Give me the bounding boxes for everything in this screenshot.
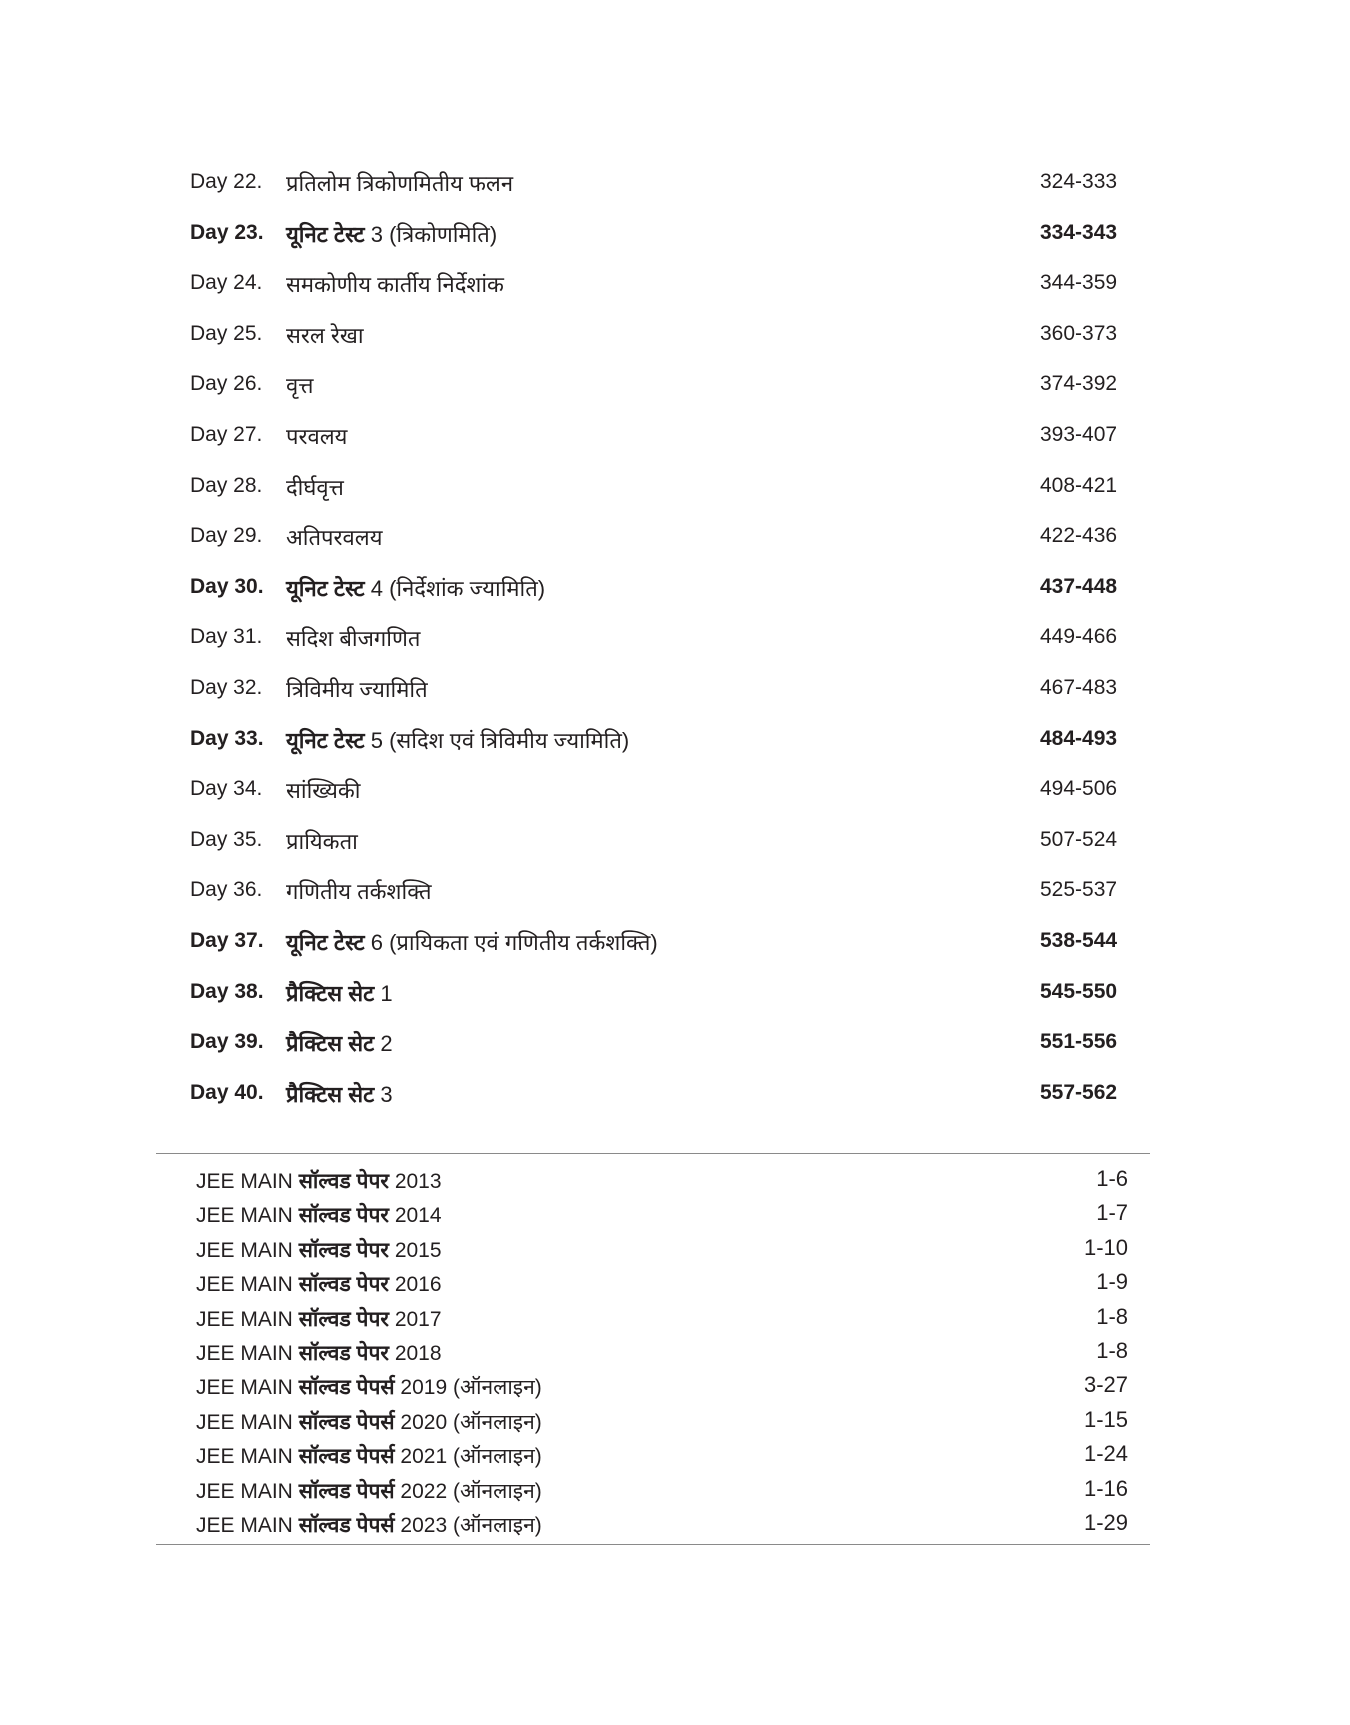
day-title <box>286 725 629 755</box>
day-title-main: समकोणीय कार्तीय निर्देशांक <box>286 272 504 298</box>
day-title-main: प्रैक्टिस सेट <box>286 1081 375 1107</box>
day-title-main: प्रैक्टिस सेट <box>286 980 375 1006</box>
section-divider-top <box>156 1153 1150 1154</box>
day-row <box>190 413 1120 464</box>
day-label: Day 22. <box>190 170 263 193</box>
day-pages: 324-333 <box>1040 170 1118 193</box>
day-row <box>190 1071 1120 1122</box>
day-pages: 545-550 <box>1040 979 1118 1003</box>
day-title <box>286 674 428 704</box>
paper-type: सॉल्वड पेपर <box>298 1307 389 1331</box>
day-title-rest: 5 (सदिश एवं त्रिविमीय ज्यामिति) <box>364 727 630 753</box>
day-label: Day 29. <box>190 524 263 548</box>
day-row <box>190 514 1120 565</box>
day-label: Day 35. <box>190 827 263 851</box>
day-row <box>190 211 1120 262</box>
day-pages: 393-407 <box>1040 422 1118 446</box>
day-label: Day 26. <box>190 372 263 396</box>
day-row <box>190 666 1120 717</box>
paper-year: 2017 <box>388 1307 442 1331</box>
paper-row <box>196 1369 1128 1403</box>
paper-row <box>196 1232 1128 1266</box>
day-label: Day 36. <box>190 878 263 902</box>
day-label: Day 33. <box>190 726 264 750</box>
day-row <box>190 717 1120 768</box>
day-label: Day 31. <box>190 625 263 649</box>
paper-type: सॉल्वड पेपर्स <box>298 1479 395 1503</box>
paper-label <box>196 1339 442 1367</box>
day-title <box>286 978 393 1008</box>
paper-label <box>196 1167 442 1195</box>
paper-pages: 1-24 <box>1083 1441 1128 1467</box>
day-pages: 538-544 <box>1040 928 1118 952</box>
paper-row <box>196 1507 1128 1541</box>
day-row <box>190 362 1120 413</box>
solved-papers-list <box>196 1163 1128 1541</box>
day-pages: 557-562 <box>1040 1080 1118 1104</box>
paper-exam: JEE MAIN <box>196 1513 299 1537</box>
paper-type: सॉल्वड पेपर्स <box>298 1376 395 1400</box>
day-pages: 484-493 <box>1040 726 1118 750</box>
day-title <box>286 623 420 653</box>
day-pages: 334-343 <box>1040 220 1118 244</box>
paper-type: सॉल्वड पेपर <box>298 1273 389 1297</box>
day-title-rest: 6 (प्रायिकता एवं गणितीय तर्कशक्ति) <box>364 929 658 955</box>
paper-label <box>196 1305 442 1333</box>
day-title-main: सरल रेखा <box>286 322 364 348</box>
paper-type: सॉल्वड पेपर्स <box>298 1445 395 1469</box>
day-label: Day 24. <box>190 271 263 295</box>
paper-pages: 1-16 <box>1083 1475 1128 1501</box>
paper-exam: JEE MAIN <box>196 1273 299 1297</box>
day-pages: 525-537 <box>1040 878 1118 902</box>
day-row <box>190 919 1120 970</box>
day-pages: 344-359 <box>1040 271 1118 295</box>
paper-year: 2016 <box>388 1273 442 1297</box>
paper-label <box>196 1373 542 1401</box>
paper-exam: JEE MAIN <box>196 1238 299 1262</box>
day-title-main: यूनिट टेस्ट <box>286 221 365 247</box>
day-pages: 494-506 <box>1040 777 1118 801</box>
day-contents-list <box>190 160 1120 1121</box>
day-label: Day 38. <box>190 979 264 1003</box>
day-title <box>286 522 382 552</box>
day-title <box>286 826 358 856</box>
paper-pages: 1-9 <box>1096 1269 1128 1295</box>
day-pages: 422-436 <box>1040 524 1118 548</box>
day-row <box>190 1020 1120 1071</box>
day-pages: 437-448 <box>1040 574 1118 598</box>
day-label: Day 25. <box>190 321 263 345</box>
paper-exam: JEE MAIN <box>196 1410 299 1434</box>
day-row <box>190 767 1120 818</box>
paper-label <box>196 1511 542 1539</box>
day-title-main: सदिश बीजगणित <box>286 626 421 652</box>
day-pages: 449-466 <box>1040 625 1118 649</box>
day-row <box>190 261 1120 312</box>
day-row <box>190 312 1120 363</box>
paper-exam: JEE MAIN <box>196 1170 299 1193</box>
day-pages: 507-524 <box>1040 827 1118 851</box>
paper-row <box>196 1473 1128 1507</box>
day-title-main: परवलय <box>286 423 348 449</box>
paper-row <box>196 1301 1128 1335</box>
day-title <box>286 472 344 502</box>
day-title <box>286 421 347 451</box>
paper-pages: 1-7 <box>1096 1200 1128 1226</box>
day-title-rest: 1 <box>374 980 393 1006</box>
paper-year: 2013 <box>388 1170 442 1193</box>
day-title-main: वृत्त <box>286 373 314 399</box>
paper-pages: 1-10 <box>1083 1234 1128 1260</box>
paper-year: 2018 <box>388 1341 442 1365</box>
day-title-rest: 3 (त्रिकोणमिति) <box>364 221 498 247</box>
day-row <box>190 615 1120 666</box>
day-title-main: गणितीय तर्कशक्ति <box>286 879 432 905</box>
paper-exam: JEE MAIN <box>196 1479 299 1503</box>
day-row <box>190 160 1120 211</box>
paper-pages: 1-15 <box>1083 1406 1128 1432</box>
day-title-rest: 2 <box>374 1031 393 1057</box>
day-row <box>190 818 1120 869</box>
day-pages: 360-373 <box>1040 321 1118 345</box>
day-title <box>286 927 658 957</box>
paper-row <box>196 1404 1128 1438</box>
paper-type: सॉल्वड पेपर <box>298 1204 389 1228</box>
paper-pages: 1-6 <box>1096 1166 1128 1191</box>
paper-type: सॉल्वड पेपर <box>298 1341 389 1365</box>
day-title-main: यूनिट टेस्ट <box>286 727 365 753</box>
paper-label <box>196 1477 542 1505</box>
day-row <box>190 868 1120 919</box>
paper-label <box>196 1408 542 1436</box>
paper-type: सॉल्वड पेपर <box>298 1238 389 1262</box>
day-row <box>190 565 1120 616</box>
day-label: Day 34. <box>190 777 263 801</box>
day-label: Day 28. <box>190 473 263 497</box>
paper-pages: 3-27 <box>1083 1372 1128 1398</box>
section-divider-bottom <box>156 1544 1150 1545</box>
day-title <box>286 370 313 400</box>
day-pages: 551-556 <box>1040 1030 1118 1054</box>
paper-year: 2015 <box>388 1238 442 1262</box>
day-title <box>286 775 361 805</box>
day-title-main: यूनिट टेस्ट <box>286 575 365 601</box>
paper-year: 2020 (ऑनलाइन) <box>394 1410 542 1434</box>
paper-pages: 1-8 <box>1096 1303 1128 1329</box>
paper-row <box>196 1438 1128 1472</box>
paper-year: 2022 (ऑनलाइन) <box>394 1479 542 1503</box>
paper-year: 2019 (ऑनलाइन) <box>394 1376 542 1400</box>
day-label: Day 23. <box>190 220 264 244</box>
day-title-main: अतिपरवलय <box>286 525 383 551</box>
paper-exam: JEE MAIN <box>196 1341 299 1365</box>
day-label: Day 37. <box>190 928 264 952</box>
paper-label <box>196 1236 442 1264</box>
paper-exam: JEE MAIN <box>196 1376 299 1400</box>
paper-label <box>196 1201 442 1229</box>
paper-exam: JEE MAIN <box>196 1307 299 1331</box>
paper-exam: JEE MAIN <box>196 1445 299 1469</box>
day-title <box>286 320 364 350</box>
day-title-main: दीर्घवृत्त <box>286 474 344 500</box>
paper-pages: 1-29 <box>1083 1509 1128 1535</box>
paper-type: सॉल्वड पेपर <box>298 1170 389 1193</box>
day-title-main: यूनिट टेस्ट <box>286 929 365 955</box>
day-row <box>190 970 1120 1021</box>
paper-label <box>196 1442 542 1470</box>
day-title-main: प्रतिलोम त्रिकोणमितीय फलन <box>286 171 514 196</box>
day-title <box>286 269 504 299</box>
day-title <box>286 219 497 249</box>
paper-year: 2014 <box>388 1204 442 1228</box>
day-title-main: त्रिविमीय ज्यामिति <box>286 676 428 702</box>
paper-row <box>196 1197 1128 1231</box>
day-title-rest: 3 <box>374 1081 393 1107</box>
day-title <box>286 168 513 198</box>
day-label: Day 32. <box>190 675 263 699</box>
day-title <box>286 1079 393 1109</box>
day-pages: 408-421 <box>1040 473 1118 497</box>
paper-row <box>196 1266 1128 1300</box>
day-title-rest: 4 (निर्देशांक ज्यामिति) <box>364 575 546 601</box>
paper-row <box>196 1335 1128 1369</box>
paper-type: सॉल्वड पेपर्स <box>298 1513 395 1537</box>
day-pages: 374-392 <box>1040 372 1118 396</box>
day-title <box>286 573 545 603</box>
paper-type: सॉल्वड पेपर्स <box>298 1410 395 1434</box>
day-label: Day 27. <box>190 422 263 446</box>
day-title-main: प्रैक्टिस सेट <box>286 1031 375 1057</box>
paper-row <box>196 1163 1128 1197</box>
day-title <box>286 876 432 906</box>
day-label: Day 39. <box>190 1030 264 1054</box>
paper-year: 2021 (ऑनलाइन) <box>394 1445 542 1469</box>
day-row <box>190 464 1120 515</box>
paper-pages: 1-8 <box>1096 1337 1128 1363</box>
day-title <box>286 1028 393 1058</box>
day-title-main: सांख्यिकी <box>286 778 361 804</box>
paper-label <box>196 1270 442 1298</box>
paper-year: 2023 (ऑनलाइन) <box>394 1513 542 1537</box>
day-label: Day 40. <box>190 1080 264 1104</box>
day-pages: 467-483 <box>1040 675 1118 699</box>
paper-exam: JEE MAIN <box>196 1204 299 1228</box>
day-label: Day 30. <box>190 574 264 598</box>
day-title-main: प्रायिकता <box>286 828 358 854</box>
